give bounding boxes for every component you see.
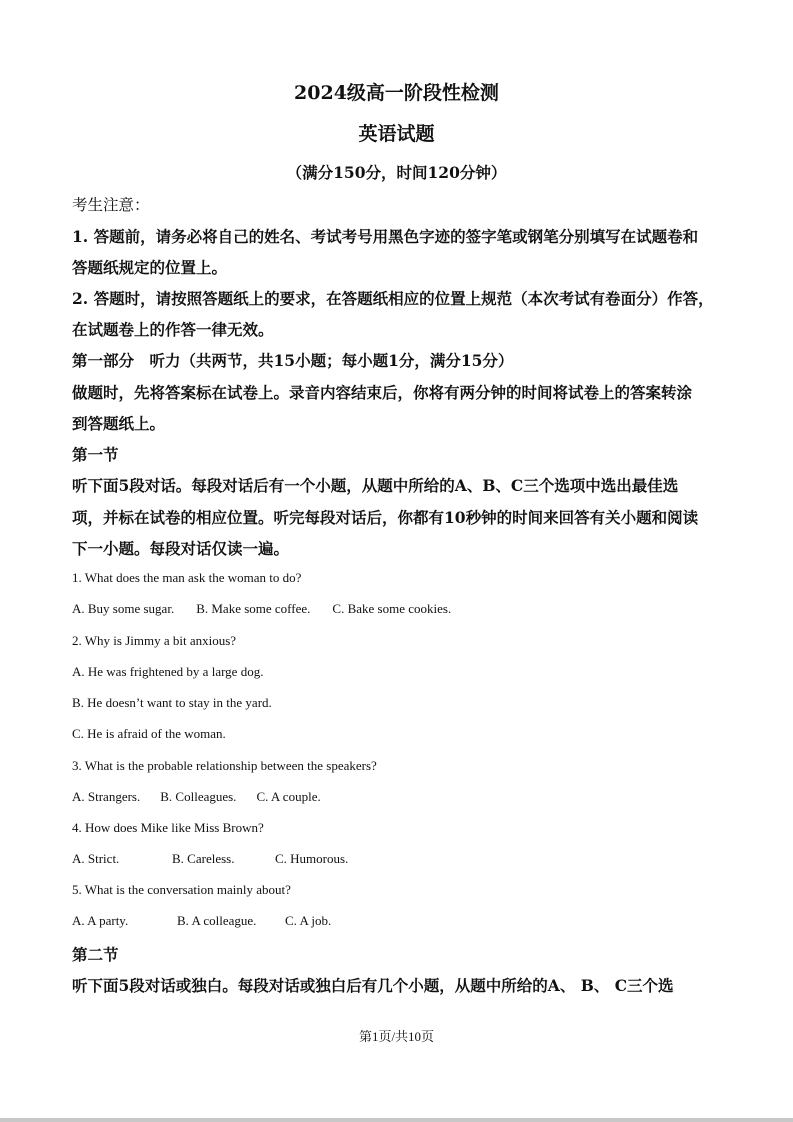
section1-heading: 第一节	[72, 445, 119, 464]
notice-heading: 考生注意：	[72, 196, 150, 214]
question-3-stem: 3. What is the probable relationship between the speakers?	[72, 758, 377, 773]
option-a: A. Buy some sugar.	[72, 601, 175, 616]
question-4-options	[72, 851, 348, 867]
option-b: B. A colleague.	[177, 913, 257, 928]
question-5-options	[72, 913, 331, 929]
part1-instructions-line-2: 到答题纸上。	[72, 414, 166, 433]
option-c: C. A couple.	[256, 789, 321, 804]
question-1-options	[72, 601, 451, 617]
option-a: A. Strangers.	[72, 789, 141, 804]
question-2-option-c: C. He is afraid of the woman.	[72, 726, 226, 741]
exam-title: 2024级高一阶段性检测	[294, 82, 499, 104]
section1-instructions-line-1: 听下面5段对话。每段对话后有一个小题，从题中所给的A、B、C三个选项中选出最佳选	[72, 476, 679, 495]
page-bottom-divider	[0, 1118, 793, 1122]
notice-item-2-line-2: 在试题卷上的作答一律无效。	[72, 320, 274, 339]
notice-item-1-line-1: 1. 答题前，请务必将自己的姓名、考试考号用黑色字迹的签字笔或钢笔分别填写在试题卷和	[72, 227, 699, 246]
part1-instructions-line-1: 做题时，先将答案标在试卷上。录音内容结束后，你将有两分钟的时间将试卷上的答案转涂	[72, 383, 693, 402]
question-2-option-a: A. He was frightened by a large dog.	[72, 664, 264, 679]
section1-instructions-line-3: 下一小题。每段对话仅读一遍。	[72, 539, 290, 558]
question-2-option-b: B. He doesn’t want to stay in the yard.	[72, 695, 272, 710]
question-3-options	[72, 789, 321, 805]
score-note: （满分150分，时间120分钟）	[286, 163, 507, 182]
option-a: A. A party.	[72, 913, 129, 928]
part1-heading: 第一部分 听力（共两节，共15小题；每小题1分，满分15分）	[72, 351, 514, 370]
option-b: B. Colleagues.	[160, 789, 237, 804]
option-c: C. Humorous.	[275, 851, 349, 866]
section2-instructions-line-1: 听下面5段对话或独白。每段对话或独白后有几个小题，从题中所给的A、 B、 C三个选	[72, 976, 674, 995]
option-a: A. Strict.	[72, 851, 120, 866]
question-5-stem: 5. What is the conversation mainly about?	[72, 882, 291, 897]
question-2-stem: 2. Why is Jimmy a bit anxious?	[72, 633, 237, 648]
option-c: C. A job.	[285, 913, 332, 928]
page-number: 第1页/共10页	[358, 1029, 435, 1044]
section1-instructions-line-2: 项，并标在试卷的相应位置。听完每段对话后，你都有10秒钟的时间来回答有关小题和阅读	[72, 508, 699, 527]
option-b: B. Make some coffee.	[196, 601, 311, 616]
notice-item-2-line-1: 2. 答题时，请按照答题纸上的要求，在答题纸相应的位置上规范（本次考试有卷面分）作答，	[72, 289, 714, 308]
question-4-stem: 4. How does Mike like Miss Brown?	[72, 820, 264, 835]
exam-subtitle: 英语试题	[358, 123, 435, 145]
notice-item-1-line-2: 答题纸规定的位置上。	[72, 258, 228, 277]
option-b: B. Careless.	[172, 851, 235, 866]
option-c: C. Bake some cookies.	[332, 601, 452, 616]
question-1-stem: 1. What does the man ask the woman to do?	[72, 570, 302, 585]
section2-heading: 第二节	[72, 945, 119, 964]
